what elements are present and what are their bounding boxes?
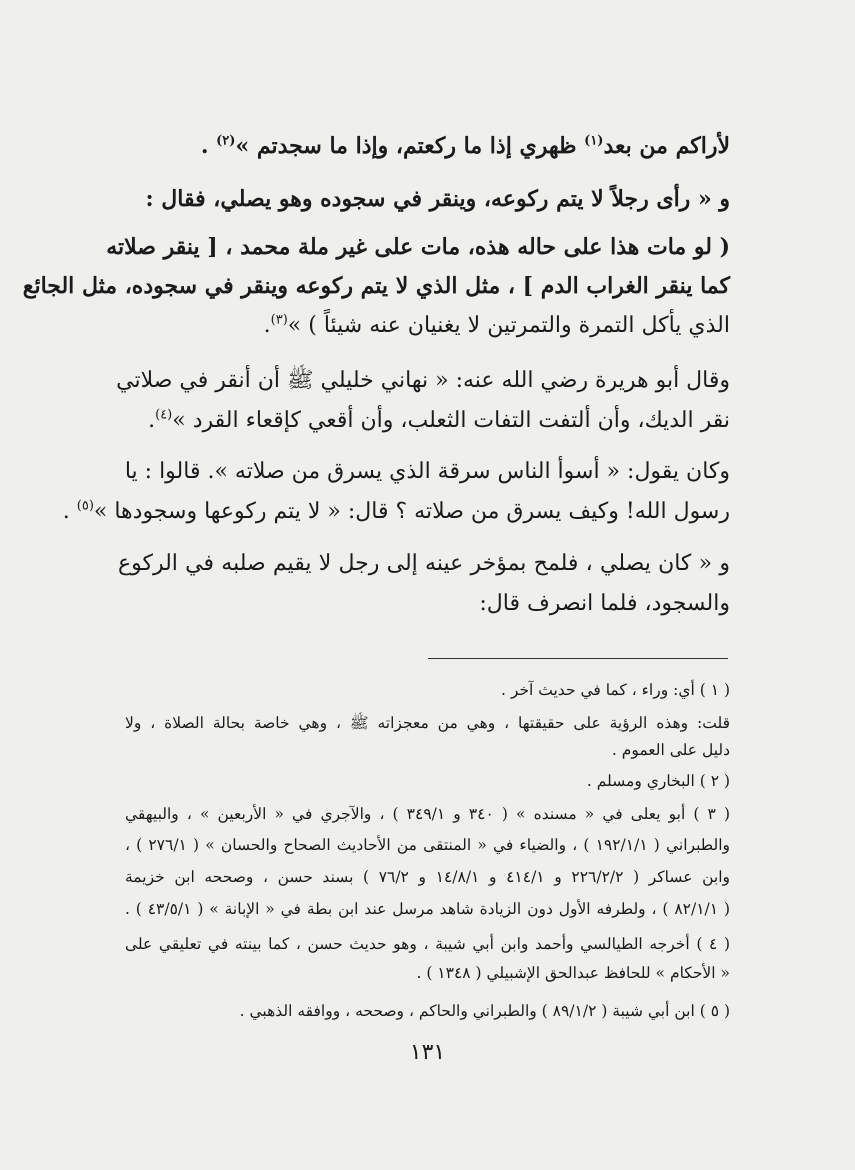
- footnote-1-note-line-1: قلت: وهذه الرؤية على حقيقتها ، وهي من معجزاته ﷺ ، وهي خاصة بحالة الصلاة ، ولا: [125, 714, 730, 732]
- body-line-5-part1: الذي يأكل التمرة والتمرتين لا يغنيان عنه شيئاً ) »: [287, 313, 730, 338]
- body-line-7: [148, 406, 730, 436]
- body-line-8: وكان يقول: « أسوأ الناس سرقة الذي يسرق من صلاته ». قالوا : يا: [124, 459, 730, 484]
- main-text: [22, 0, 730, 640]
- body-line-9-part1: رسول الله! وكيف يسرق من صلاته ؟ قال: « لا يتم ركوعها وسجودها »: [93, 499, 730, 524]
- footnote-1-note-line-2: دليل على العموم .: [611, 741, 730, 759]
- body-line-11: والسجود، فلما انصرف قال:: [479, 591, 730, 616]
- footnote-ref-4[interactable]: (٤): [155, 407, 173, 423]
- body-line-1-part3: .: [200, 133, 217, 159]
- footnote-ref-1[interactable]: (١): [584, 133, 604, 149]
- page-number: ١٣١: [409, 1040, 446, 1065]
- body-line-10: و « كان يصلي ، فلمح بمؤخر عينه إلى رجل لا يقيم صلبه في الركوع: [118, 551, 730, 576]
- footnote-3-line-2: والطبراني ( ١٩٢/١/١ ) ، والضياء في « المنتقى من الأحاديث الصحاح والحسان » ( ٢٧٦/١ ) ،: [125, 836, 730, 854]
- body-line-1: [201, 131, 730, 161]
- footnote-4-line-1: ( ٤ ) أخرجه الطيالسي وأحمد وابن أبي شيبة ، وهو حديث حسن ، كما بينته في تعليقي على: [125, 935, 730, 953]
- footnote-5: ( ٥ ) ابن أبي شيبة ( ٨٩/١/٢ ) والطبراني والحاكم ، وصححه ، ووافقه الذهبي .: [239, 1002, 730, 1020]
- body-line-7-part2: .: [148, 408, 156, 433]
- body-line-3: ( لو مات هذا على حاله هذه، مات على غير ملة محمد ، [ ينقر صلاته: [106, 234, 730, 260]
- footnote-ref-3[interactable]: (٣): [270, 312, 288, 328]
- body-line-1-part1: لأراكم من بعد: [603, 133, 730, 159]
- footnote-3-line-4: ( ٨٢/١/١ ) ، ولطرفه الأول دون الزيادة شاهد مرسل عند ابن بطة في « الإبانة » ( ٤٣/٥/١ ) .: [125, 900, 730, 918]
- footnote-ref-5[interactable]: (٥): [76, 498, 94, 514]
- body-line-5: [264, 311, 730, 341]
- body-line-1-part2: ظهري إذا ما ركعتم، وإذا ما سجدتم »: [235, 133, 585, 159]
- footnote-3-line-3: وابن عساكر ( ٢٢٦/٢/٢ و ٤١٤/١ و ١٤/٨/١ و ٧٦/٢ ) بسند حسن ، وصححه ابن خزيمة: [125, 868, 731, 886]
- footnote-1: ( ١ ) أي: وراء ، كما في حديث آخر .: [501, 681, 730, 699]
- footnote-2: ( ٢ ) البخاري ومسلم .: [586, 772, 730, 790]
- body-line-9: [63, 497, 730, 527]
- body-line-4: كما ينقر الغراب الدم ] ، مثل الذي لا يتم ركوعه وينقر في سجوده، مثل الجائع: [22, 273, 730, 299]
- body-line-2: و « رأى رجلاً لا يتم ركوعه، وينقر في سجوده وهو يصلي، فقال :: [145, 186, 730, 212]
- body-line-7-part1: نقر الديك، وأن ألتفت التفات الثعلب، وأن أقعي كإقعاء القرد »: [172, 408, 730, 433]
- body-line-5-part2: .: [263, 313, 271, 338]
- footnote-divider: [428, 658, 728, 659]
- footnote-3-line-1: ( ٣ ) أبو يعلى في « مسنده » ( ٣٤٠ و ٣٤٩/١ ) ، والآجري في « الأربعين » ، والبيهقي: [125, 805, 730, 823]
- footnote-4-line-2: « الأحكام » للحافظ عبدالحق الإشبيلي ( ١٣٤٨ ) .: [416, 964, 730, 982]
- footnote-ref-2[interactable]: (٢): [216, 133, 236, 149]
- body-line-9-part2: .: [62, 499, 77, 524]
- body-line-6: وقال أبو هريرة رضي الله عنه: « نهاني خليلي ﷺ أن أنقر في صلاتي: [116, 368, 730, 393]
